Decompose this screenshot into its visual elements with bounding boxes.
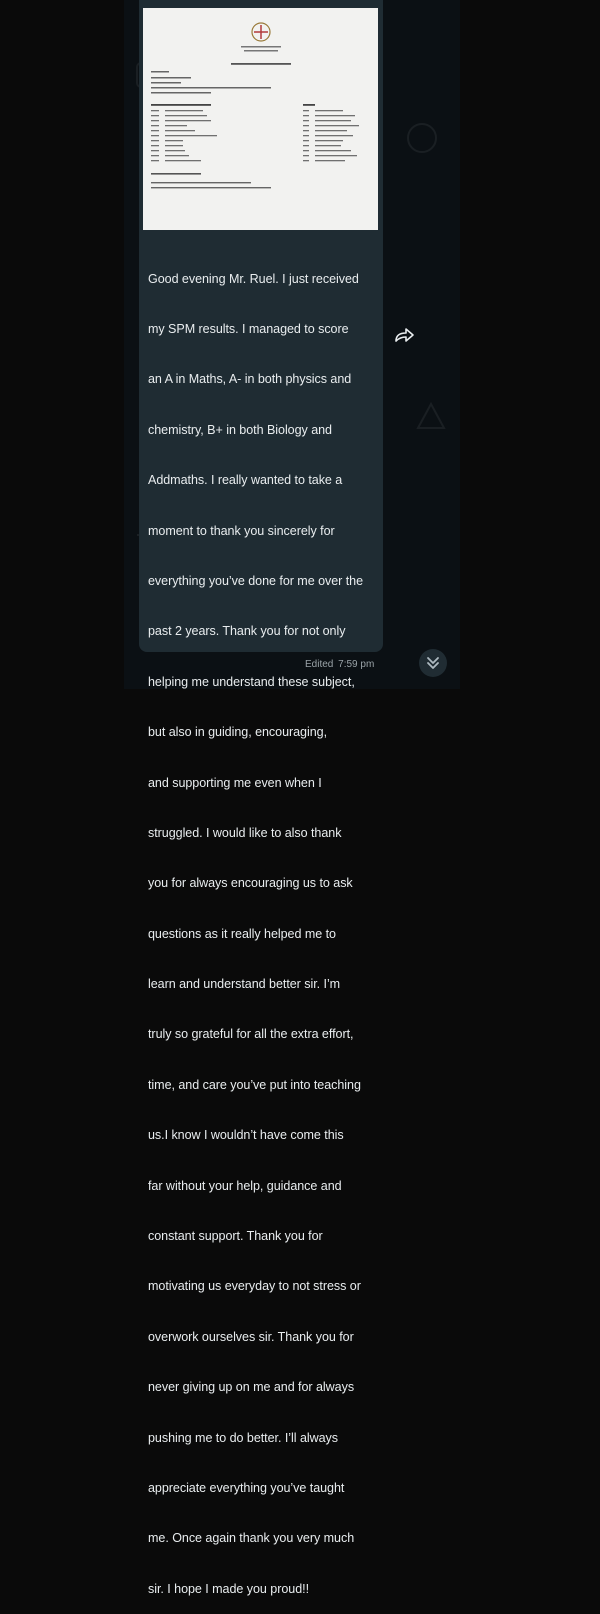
message-line: learn and understand better sir. I’m xyxy=(148,977,341,992)
message-line: you for always encouraging us to ask xyxy=(148,876,353,891)
message-line: never giving up on me and for always xyxy=(148,1380,355,1395)
message-line: Good evening Mr. Ruel. I just received xyxy=(148,271,359,286)
message-line: helping me understand these subject, xyxy=(148,674,355,689)
forward-icon xyxy=(393,326,415,344)
message-line: appreciate everything you’ve taught xyxy=(148,1480,345,1495)
results-slip-image[interactable] xyxy=(143,8,378,230)
forward-button[interactable] xyxy=(393,326,415,344)
message-line: motivating us everyday to not stress or xyxy=(148,1279,361,1294)
message-line: and supporting me even when I xyxy=(148,775,322,790)
doodle-icon xyxy=(414,400,448,434)
message-line: past 2 years. Thank you for not only xyxy=(148,624,346,639)
double-chevron-down-icon xyxy=(425,655,441,671)
message-line: everything you’ve done for me over the xyxy=(148,573,364,588)
message-line: Addmaths. I really wanted to take a xyxy=(148,473,343,488)
message-line: questions as it really helped me to xyxy=(148,926,336,941)
message-line: time, and care you’ve put into teaching xyxy=(148,1077,361,1092)
message-line: pushing me to do better. I’ll always xyxy=(148,1430,338,1445)
message-line: chemistry, B+ in both Biology and xyxy=(148,422,332,437)
message-line: an A in Maths, A- in both physics and xyxy=(148,372,352,387)
message-line: us.I know I wouldn’t have come this xyxy=(148,1128,344,1143)
scroll-down-button[interactable] xyxy=(419,649,447,677)
message-line: my SPM results. I managed to score xyxy=(148,321,349,336)
message-line: constant support. Thank you for xyxy=(148,1229,323,1244)
message-line: moment to thank you sincerely for xyxy=(148,523,335,538)
message-meta xyxy=(305,659,374,670)
message-line: struggled. I would like to also thank xyxy=(148,825,342,840)
message-line: truly so grateful for all the extra effort, xyxy=(148,1027,354,1042)
message-time: 7:59 pm xyxy=(338,659,375,670)
message-line: overwork ourselves sir. Thank you for xyxy=(148,1329,354,1344)
message-line: me. Once again thank you very much xyxy=(148,1531,355,1546)
edited-label: Edited xyxy=(305,659,334,670)
results-slip-document xyxy=(143,8,378,230)
message-line: sir. I hope I made you proud!! xyxy=(148,1581,310,1596)
doodle-icon xyxy=(404,120,440,156)
message-line: but also in guiding, encouraging, xyxy=(148,725,328,740)
message-text xyxy=(148,237,380,1614)
message-line: far without your help, guidance and xyxy=(148,1178,342,1193)
